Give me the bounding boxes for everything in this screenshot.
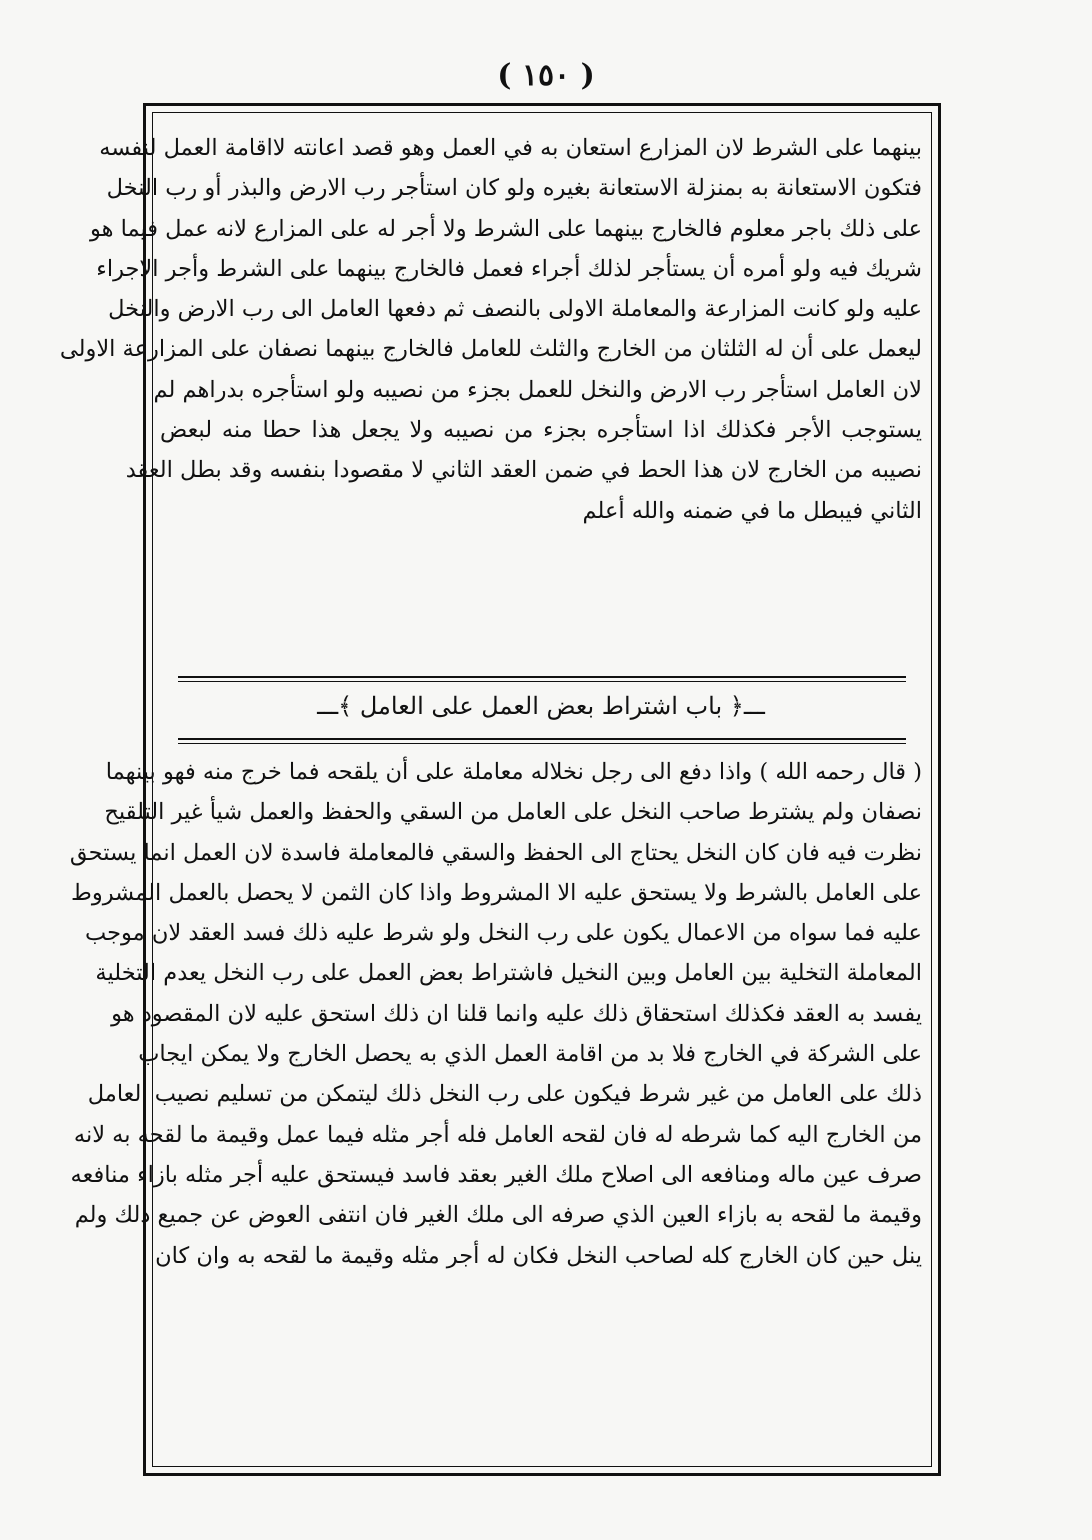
divider-rule bbox=[178, 681, 906, 682]
paragraph-bottom bbox=[69, 752, 922, 1276]
text-line: من الخارج اليه كما شرطه له فان لقحه العامل فله أجر مثله فيما عمل وقيمة ما لقحه به لانه bbox=[73, 1121, 922, 1148]
text-line: عليه ولو كانت المزارعة والمعاملة الاولى بالنصف ثم دفعها العامل الى رب الارض والنخل bbox=[108, 296, 922, 323]
text-line: على الشركة في الخارج فلا بد من اقامة العمل الذي به يحصل الخارج ولا يمكن ايجاب bbox=[138, 1041, 922, 1068]
divider-rule bbox=[178, 738, 906, 740]
chapter-heading: ـــ﴿ باب اشتراط بعض العمل على العامل ﴾ـــ bbox=[317, 692, 765, 720]
text-line: نصفان ولم يشترط صاحب النخل على العامل من السقي والحفظ والعمل شيأ غير التلقيح bbox=[104, 799, 922, 826]
text-line: يستوجب الأجر فكذلك اذا استأجره بجزء من نصيبه ولا يجعل هذا حطا منه لبعض bbox=[160, 417, 922, 444]
text-line: ليعمل على أن له الثلثان من الخارج والثلث للعامل فالخارج بينهما نصفان على المزارعة الاولى bbox=[59, 336, 922, 363]
text-line: فتكون الاستعانة به بمنزلة الاستعانة بغيره ولو كان استأجر رب الارض والبذر أو رب النخل bbox=[106, 175, 922, 202]
text-line: على العامل بالشرط ولا يستحق عليه الا المشروط واذا كان الثمن لا يحصل بالعمل المشروط bbox=[71, 879, 922, 906]
text-line: صرف عين ماله ومنافعه الى اصلاح ملك الغير بعقد فاسد فيستحق عليه أجر مثله بازاء منافعه bbox=[70, 1161, 922, 1188]
text-line: ( قال رحمه الله ) واذا دفع الى رجل نخلاله معاملة على أن يلقحه فما خرج منه فهو بينهما bbox=[105, 759, 922, 785]
text-line: عليه فما سواه من الاعمال يكون على رب النخل ولو شرط عليه ذلك فسد العقد لان موجب bbox=[85, 920, 922, 947]
page-number: ( ١٥٠ ) bbox=[497, 58, 595, 93]
text-line: وقيمة ما لقحه به بازاء العين الذي صرفه الى ملك الغير فان انتفى العوض عن جميع ذلك ولم bbox=[74, 1202, 922, 1229]
text-line: لان العامل استأجر رب الارض والنخل للعمل بجزء من نصيبه ولو استأجره بدراهم لم bbox=[153, 376, 922, 403]
text-line: نصيبه من الخارج لان هذا الحط في ضمن العقد الثاني لا مقصودا بنفسه وقد بطل العقد bbox=[125, 457, 922, 484]
paragraph-top bbox=[59, 128, 922, 531]
text-line: ينل حين كان الخارج كله لصاحب النخل فكان له أجر مثله وقيمة ما لقحه به وان كان bbox=[155, 1242, 922, 1269]
text-line: شريك فيه ولو أمره أن يستأجر لذلك أجراء فعمل فالخارج بينهما على الشرط وأجر الاجراء bbox=[96, 255, 922, 282]
text-line: بينهما على الشرط لان المزارع استعان به في العمل وهو قصد اعانته لااقامة العمل لنفسه bbox=[99, 135, 922, 161]
divider-rule bbox=[178, 676, 906, 678]
text-line: المعاملة التخلية بين العامل وبين النخيل فاشتراط بعض العمل على رب النخل يعدم التخلية bbox=[95, 960, 922, 987]
divider-rule bbox=[178, 743, 906, 744]
text-line: الثاني فيبطل ما في ضمنه والله أعلم bbox=[582, 497, 922, 524]
text-line: ذلك على العامل من غير شرط فيكون على رب النخل ذلك ليتمكن من تسليم نصيب العامل bbox=[87, 1081, 922, 1108]
text-line: نظرت فيه فان كان النخل يحتاج الى الحفظ والسقي فالمعاملة فاسدة لان العمل انما يستحق bbox=[69, 839, 922, 866]
text-line: يفسد به العقد فكذلك استحقاق ذلك عليه وانما قلنا ان ذلك استحق عليه لان المقصود هو bbox=[111, 1000, 922, 1027]
text-line: على ذلك باجر معلوم فالخارج بينهما على الشرط ولا أجر له على المزارع لانه عمل فيما هو bbox=[89, 215, 922, 242]
